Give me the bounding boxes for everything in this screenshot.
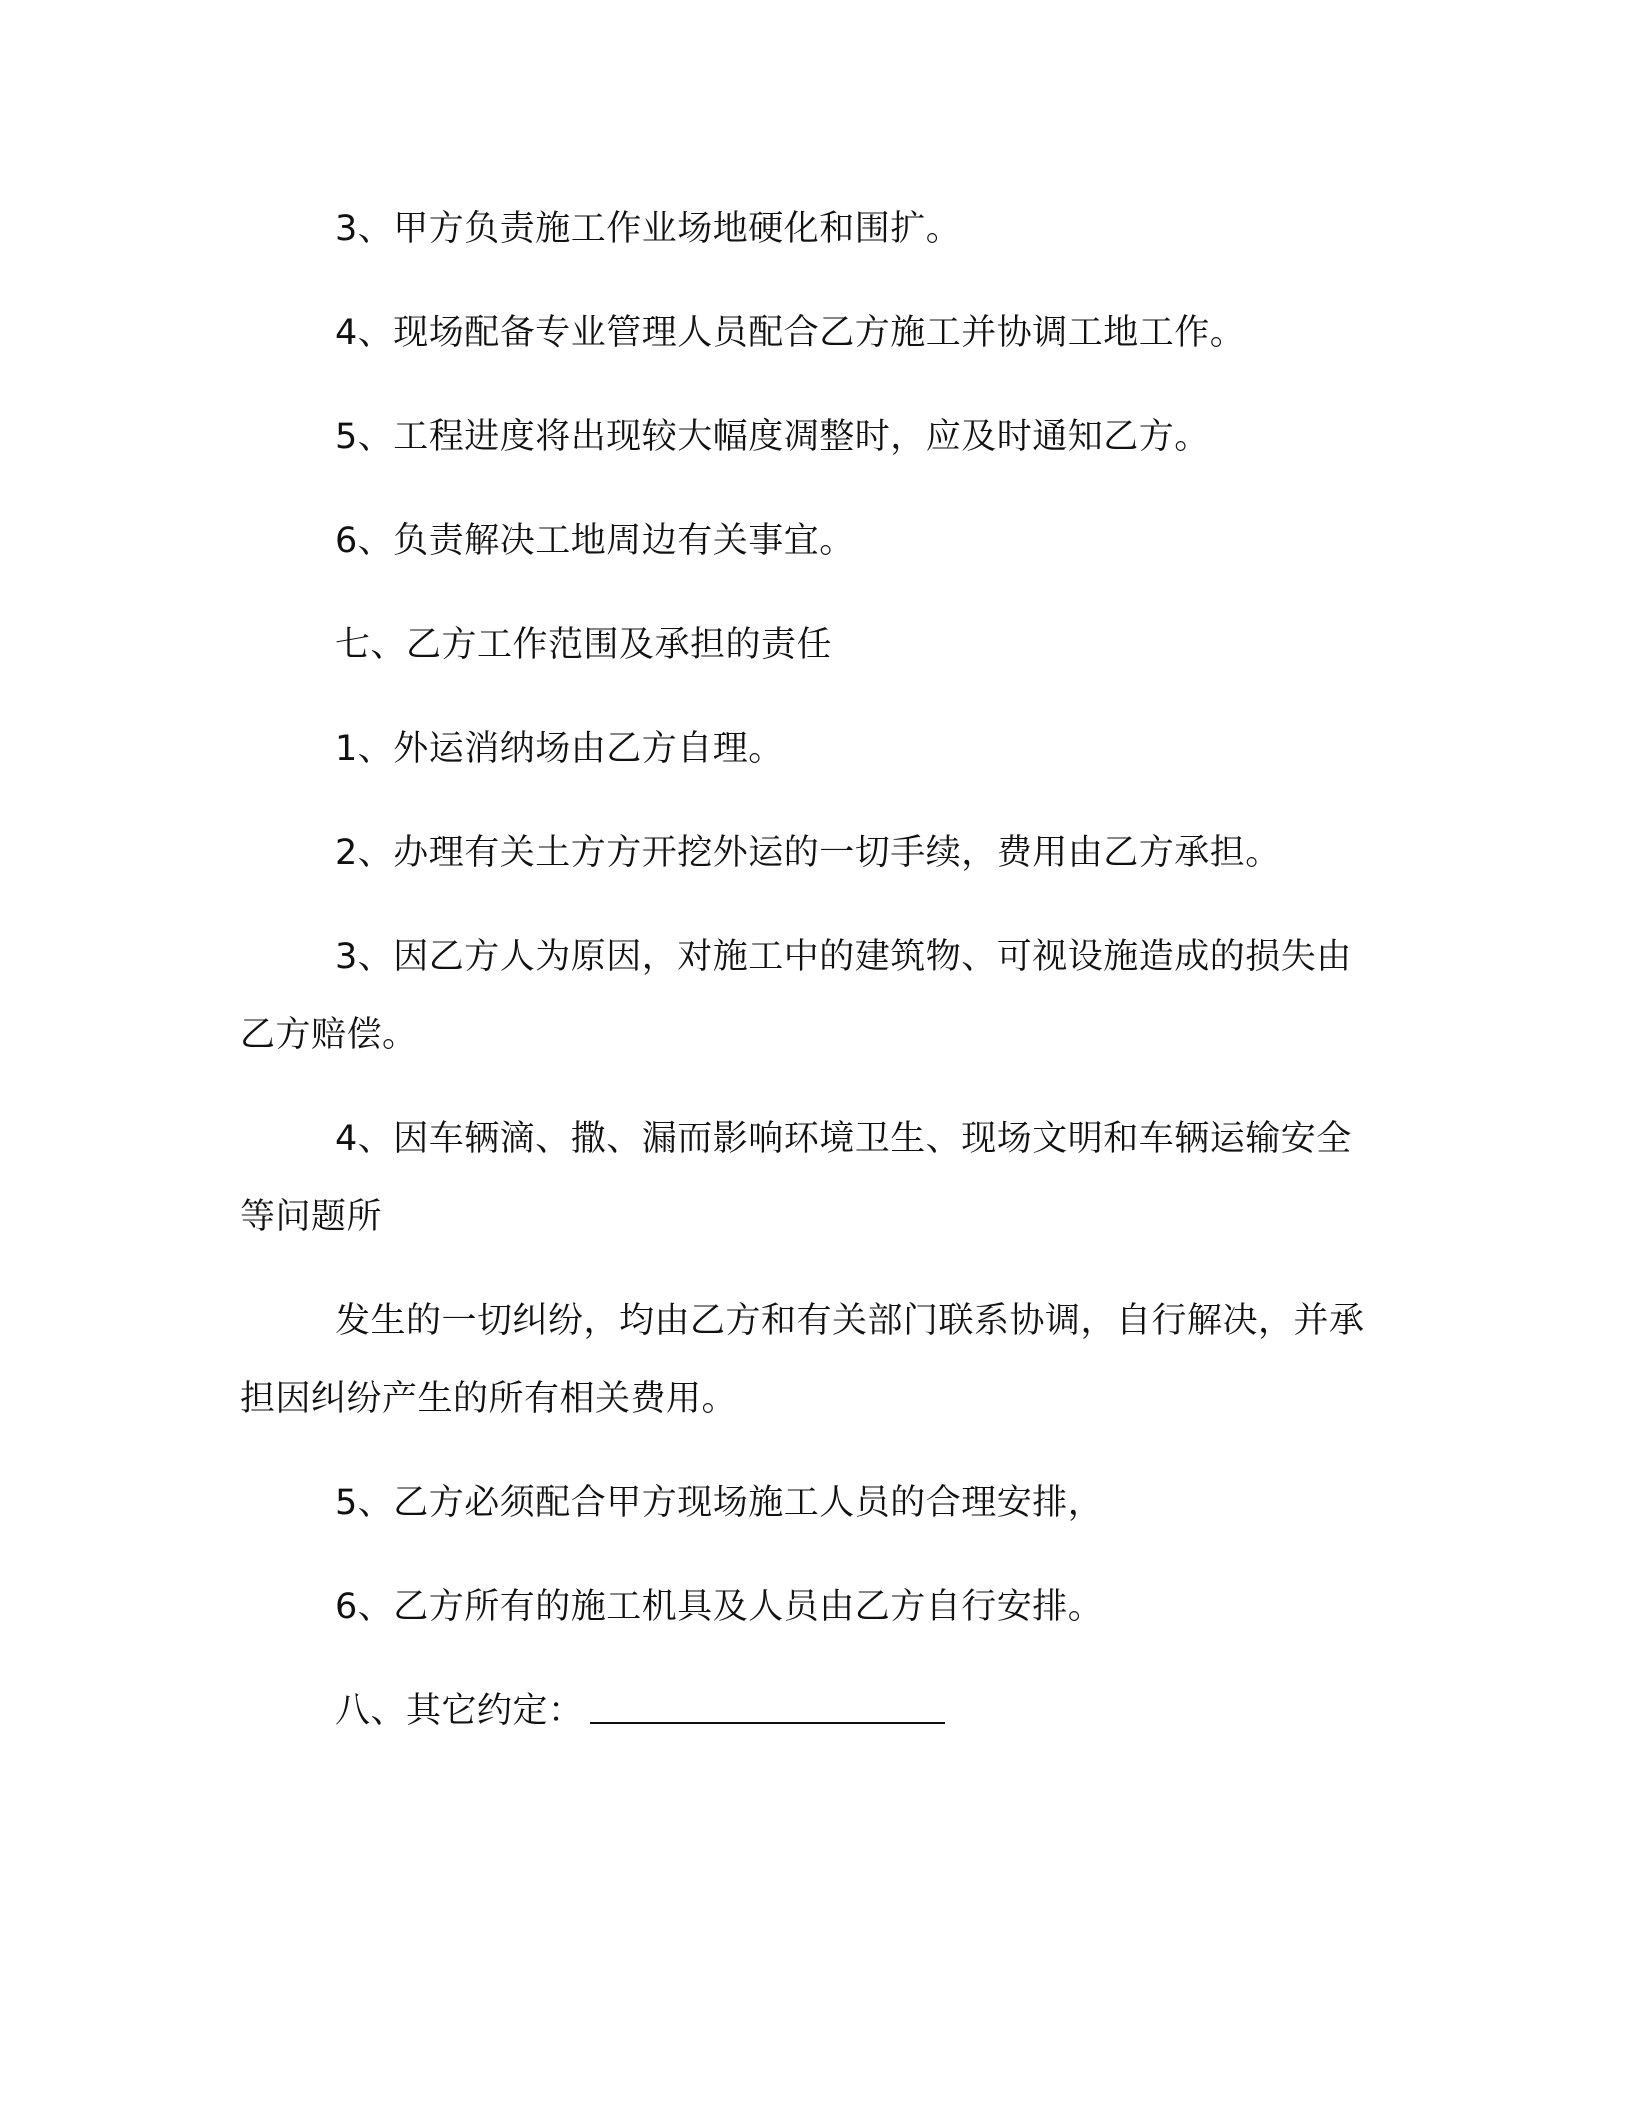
clause-paragraph: 发生的一切纠纷，均由乙方和有关部门联系协调，自行解决，并承担因纠纷产生的所有相关费用。: [240, 1301, 1365, 1419]
section-heading: 七、乙方工作范围及承担的责任: [335, 625, 833, 665]
clause-paragraph: 6、乙方所有的施工机具及人员由乙方自行安排。: [335, 1587, 1104, 1627]
clause-paragraph: 4、因车辆滴、撒、漏而影响环境卫生、现场文明和车辆运输安全等问题所: [240, 1119, 1352, 1237]
other-terms-line: [240, 1672, 1372, 1750]
other-terms-label: 八、其它约定：: [335, 1691, 584, 1731]
clause-paragraph: 3、因乙方人为原因，对施工中的建筑物、可视设施造成的损失由乙方赔偿。: [240, 937, 1352, 1055]
clause-paragraph: 3、甲方负责施工作业场地硬化和围扩。: [335, 209, 962, 249]
clause-paragraph: 4、现场配备专业管理人员配合乙方施工并协调工地工作。: [335, 313, 1246, 353]
clause-paragraph: 5、乙方必须配合甲方现场施工人员的合理安排，: [335, 1483, 1104, 1523]
document-body: [240, 190, 1372, 1776]
other-terms-blank-line: [590, 1692, 945, 1724]
clause-paragraph: 5、工程进度将出现较大幅度凋整时，应及时通知乙方。: [335, 417, 1210, 457]
clause-paragraph: 2、办理有关土方方开挖外运的一切手续，费用由乙方承担。: [335, 833, 1281, 873]
clause-paragraph: 1、外运消纳场由乙方自理。: [335, 729, 784, 769]
clause-paragraph: 6、负责解决工地周边有关事宜。: [335, 521, 855, 561]
